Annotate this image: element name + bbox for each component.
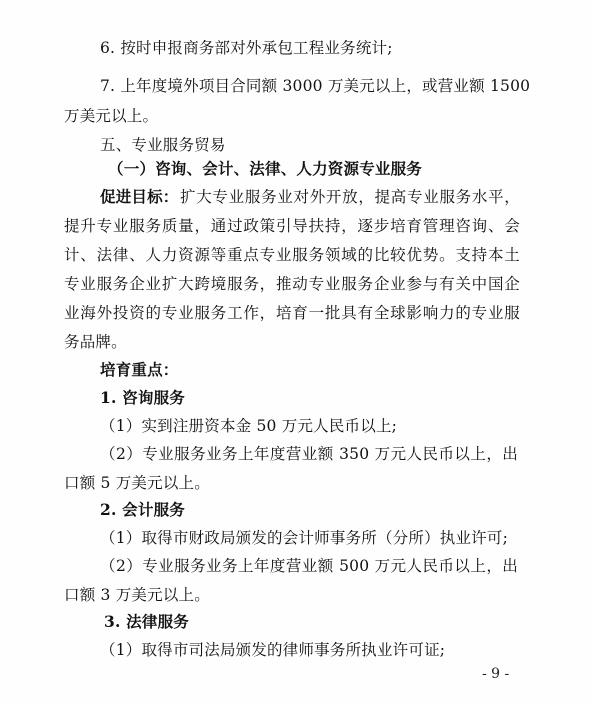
section-heading-5: 五、专业服务贸易 <box>100 136 226 154</box>
promotion-goal-line6: 务品牌。 <box>64 333 127 351</box>
promotion-goal-label: 促进目标： <box>100 187 179 206</box>
consulting-item-1: （1）实到注册资本金 50 万元人民币以上; <box>100 417 398 435</box>
list-item-7-line1: 7. 上年度境外项目合同额 3000 万美元以上，或营业额 1500 <box>100 77 531 95</box>
legal-heading: 3. 法律服务 <box>104 612 189 631</box>
accounting-item-2-line2: 口额 3 万美元以上。 <box>64 586 210 604</box>
promotion-goal-line1: 扩大专业服务业对外开放，提高专业服务水平， <box>180 188 520 206</box>
promotion-goal-line4: 专业服务企业扩大跨境服务，推动专业服务企业参与有关中国企 <box>64 275 520 293</box>
consulting-heading: 1. 咨询服务 <box>100 388 185 407</box>
accounting-heading: 2. 会计服务 <box>100 500 185 519</box>
promotion-goal-line2: 提升专业服务质量，通过政策引导扶持，逐步培育管理咨询、会 <box>64 217 520 235</box>
legal-item-1: （1）取得市司法局颁发的律师事务所执业许可证; <box>100 641 446 659</box>
list-item-7-line2: 万美元以上。 <box>64 107 159 125</box>
promotion-goal-line3: 计、法律、人力资源等重点专业服务领域的比较优势。支持本土 <box>64 246 520 264</box>
consulting-item-2-line1: （2）专业服务业务上年度营业额 350 万元人民币以上，出 <box>100 445 518 463</box>
cultivation-focus-label: 培育重点： <box>100 360 179 379</box>
page-number: - 9 - <box>482 666 510 682</box>
accounting-item-1: （1）取得市财政局颁发的会计师事务所（分所）执业许可; <box>100 529 508 547</box>
list-item-6: 6. 按时申报商务部对外承包工程业务统计; <box>100 39 393 57</box>
subsection-heading-1: （一）咨询、会计、法律、人力资源专业服务 <box>108 159 423 178</box>
accounting-item-2-line1: （2）专业服务业务上年度营业额 500 万元人民币以上，出 <box>100 557 518 575</box>
promotion-goal-line5: 业海外投资的专业服务工作，培育一批具有全球影响力的专业服 <box>64 304 520 322</box>
consulting-item-2-line2: 口额 5 万美元以上。 <box>64 474 210 492</box>
